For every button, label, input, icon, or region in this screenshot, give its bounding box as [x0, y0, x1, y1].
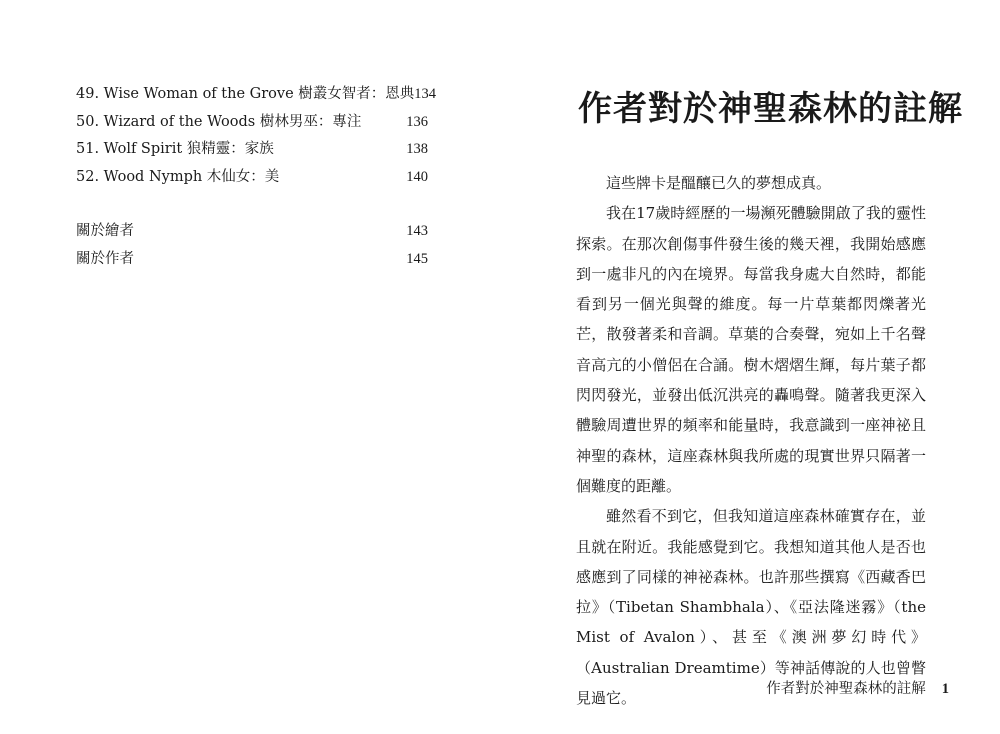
table-of-contents — [76, 82, 437, 274]
toc-entry — [76, 110, 428, 138]
toc-entry-label: 49. Wise Woman of the Grove 樹叢女智者：恩典 — [76, 86, 415, 102]
toc-entry — [76, 82, 437, 110]
toc-entry — [76, 165, 428, 193]
toc-entry-label: 51. Wolf Spirit 狼精靈：家族 — [76, 141, 274, 157]
body-paragraph: 我在17歲時經歷的一場瀕死體驗開啟了我的靈性探索。在那次創傷事件發生後的幾天裡，我開始感應到一處非凡的內在境界。每當我身處大自然時，都能看到另一個光與聲的維度。每一片草葉都閃爍著光芒，散發著柔和音調。草葉的合奏聲，宛如上千名聲音高亢的小僧侶在合誦。樹木熠熠生輝，每片葉子都閃閃發光，並發出低沉洪亮的轟鳴聲。隨著我更深入體驗周遭世界的頻率和能量時，我意識到一座神祕且神聖的森林，這座森林與我所處的現實世界只隔著一個難度的距離。 — [576, 204, 926, 495]
toc-entry-page: 134 — [414, 86, 437, 102]
toc-entry-label: 52. Wood Nymph 木仙女：美 — [76, 168, 280, 185]
chapter-title: 作者對於神聖森林的註解 — [578, 89, 963, 129]
body-paragraph: 雖然看不到它，但我知道這座森林確實存在，並且就在附近。我能感覺到它。我想知道其他人是否也感應到了同樣的神祕森林。也許那些撰寫《西藏香巴拉》（Tibetan Shambhala）、《亞法隆迷霧》（the Mist of Avalon）、甚至《澳洲夢幻時代》（Australian Dreamtime）等神話傳說的人也曾瞥見過它。 — [576, 507, 926, 708]
toc-entry-label: 50. Wizard of the Woods 樹林男巫：專注 — [76, 113, 362, 130]
toc-entry — [76, 247, 428, 275]
body-paragraph: 這些牌卡是醞釀已久的夢想成真。 — [606, 174, 832, 192]
toc-entry-page: 140 — [406, 168, 428, 185]
toc-entry-label: 關於繪者 — [76, 223, 134, 239]
toc-entry-page: 138 — [406, 141, 428, 157]
toc-entry — [76, 137, 428, 165]
toc-entry-label: 關於作者 — [76, 250, 134, 267]
chapter-body — [576, 168, 926, 713]
running-title: 作者對於神聖森林的註解 — [766, 681, 926, 697]
page-number: 1 — [941, 681, 949, 697]
page-footer — [766, 677, 949, 698]
toc-entry-page: 143 — [406, 223, 428, 239]
toc-entry-page: 136 — [406, 113, 428, 130]
toc-entry-page: 145 — [406, 250, 428, 267]
toc-entry — [76, 219, 428, 247]
